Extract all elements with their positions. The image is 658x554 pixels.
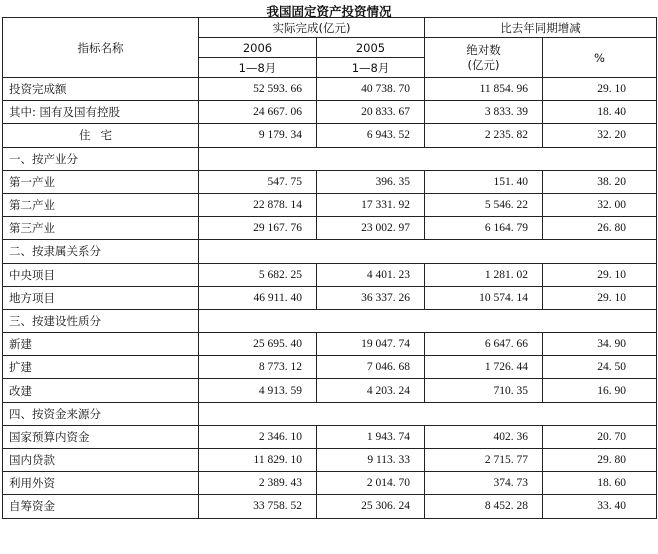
table-row xyxy=(3,193,657,216)
value-absolute: 374. 73 xyxy=(425,472,543,495)
value-2005: 25 306. 24 xyxy=(317,495,425,518)
value-percent: 32. 00 xyxy=(543,193,657,216)
value-percent: 24. 50 xyxy=(543,356,657,379)
value-2005: 40 738. 70 xyxy=(317,78,425,101)
value-percent: 26. 80 xyxy=(543,217,657,240)
table-row xyxy=(3,333,657,356)
value-2005: 1 943. 74 xyxy=(317,425,425,448)
row-label: 第二产业 xyxy=(3,193,199,216)
row-label: 地方项目 xyxy=(3,286,199,309)
value-2005: 396. 35 xyxy=(317,170,425,193)
section-label: 二、按隶属关系分 xyxy=(3,240,199,263)
value-2005: 20 833. 67 xyxy=(317,101,425,124)
value-absolute: 2 235. 82 xyxy=(425,124,543,147)
row-label: 中央项目 xyxy=(3,263,199,286)
value-2005: 6 943. 52 xyxy=(317,124,425,147)
section-row xyxy=(3,147,657,170)
value-absolute: 5 546. 22 xyxy=(425,193,543,216)
value-2006: 25 695. 40 xyxy=(199,333,317,356)
header-actual: 实际完成(亿元) xyxy=(199,18,425,38)
value-percent: 18. 40 xyxy=(543,101,657,124)
section-row xyxy=(3,240,657,263)
value-absolute: 1 281. 02 xyxy=(425,263,543,286)
value-2006: 33 758. 52 xyxy=(199,495,317,518)
header-absolute-text: 绝对数 (亿元) xyxy=(466,42,501,72)
header-percent: % xyxy=(543,38,657,78)
row-label: 扩建 xyxy=(3,356,199,379)
table-row xyxy=(3,78,657,101)
value-absolute: 10 574. 14 xyxy=(425,286,543,309)
value-2005: 36 337. 26 xyxy=(317,286,425,309)
value-absolute: 11 854. 96 xyxy=(425,78,543,101)
value-absolute: 2 715. 77 xyxy=(425,449,543,472)
value-2006: 11 829. 10 xyxy=(199,449,317,472)
section-row xyxy=(3,309,657,332)
section-label: 三、按建设性质分 xyxy=(3,309,199,332)
section-blank xyxy=(199,240,657,263)
value-percent: 16. 90 xyxy=(543,379,657,402)
row-label: 国内贷款 xyxy=(3,449,199,472)
value-percent: 34. 90 xyxy=(543,333,657,356)
table-row xyxy=(3,124,657,147)
value-2005: 23 002. 97 xyxy=(317,217,425,240)
row-label: 国家预算内资金 xyxy=(3,425,199,448)
row-label: 住宅 xyxy=(3,124,199,147)
value-absolute: 710. 35 xyxy=(425,379,543,402)
value-2006: 2 389. 43 xyxy=(199,472,317,495)
value-absolute: 151. 40 xyxy=(425,170,543,193)
value-percent: 32. 20 xyxy=(543,124,657,147)
header-absolute xyxy=(425,38,543,78)
section-label: 四、按资金来源分 xyxy=(3,402,199,425)
value-2006: 2 346. 10 xyxy=(199,425,317,448)
value-percent: 29. 80 xyxy=(543,449,657,472)
table-body xyxy=(3,78,657,519)
header-year-2006: 2006 xyxy=(199,38,317,58)
table-row xyxy=(3,495,657,518)
value-2005: 4 203. 24 xyxy=(317,379,425,402)
value-percent: 33. 40 xyxy=(543,495,657,518)
row-label: 新建 xyxy=(3,333,199,356)
value-2006: 52 593. 66 xyxy=(199,78,317,101)
row-label: 第一产业 xyxy=(3,170,199,193)
table-row xyxy=(3,356,657,379)
row-label: 投资完成额 xyxy=(3,78,199,101)
value-2005: 7 046. 68 xyxy=(317,356,425,379)
value-percent: 38. 20 xyxy=(543,170,657,193)
value-absolute: 1 726. 44 xyxy=(425,356,543,379)
value-2005: 2 014. 70 xyxy=(317,472,425,495)
value-2006: 4 913. 59 xyxy=(199,379,317,402)
row-label: 利用外资 xyxy=(3,472,199,495)
table-row xyxy=(3,472,657,495)
row-label: 其中: 国有及国有控股 xyxy=(3,101,199,124)
header-period-2006: 1—8月 xyxy=(199,58,317,78)
table-row xyxy=(3,217,657,240)
value-absolute: 8 452. 28 xyxy=(425,495,543,518)
table-row xyxy=(3,425,657,448)
value-2006: 5 682. 25 xyxy=(199,263,317,286)
header-indicator: 指标名称 xyxy=(3,18,199,78)
value-2006: 547. 75 xyxy=(199,170,317,193)
value-percent: 29. 10 xyxy=(543,78,657,101)
value-2005: 17 331. 92 xyxy=(317,193,425,216)
header-change: 比去年同期增减 xyxy=(425,18,657,38)
value-absolute: 6 164. 79 xyxy=(425,217,543,240)
section-row xyxy=(3,402,657,425)
value-2006: 46 911. 40 xyxy=(199,286,317,309)
value-2006: 24 667. 06 xyxy=(199,101,317,124)
value-2006: 8 773. 12 xyxy=(199,356,317,379)
section-label: 一、按产业分 xyxy=(3,147,199,170)
value-2006: 22 878. 14 xyxy=(199,193,317,216)
section-blank xyxy=(199,402,657,425)
value-2005: 4 401. 23 xyxy=(317,263,425,286)
value-absolute: 402. 36 xyxy=(425,425,543,448)
value-percent: 29. 10 xyxy=(543,263,657,286)
table-row xyxy=(3,286,657,309)
row-label: 第三产业 xyxy=(3,217,199,240)
value-absolute: 6 647. 66 xyxy=(425,333,543,356)
value-2005: 19 047. 74 xyxy=(317,333,425,356)
section-blank xyxy=(199,309,657,332)
table-row xyxy=(3,101,657,124)
value-2006: 29 167. 76 xyxy=(199,217,317,240)
value-percent: 20. 70 xyxy=(543,425,657,448)
table-row xyxy=(3,263,657,286)
row-label: 自筹资金 xyxy=(3,495,199,518)
table-row xyxy=(3,170,657,193)
table-row xyxy=(3,449,657,472)
row-label: 改建 xyxy=(3,379,199,402)
table-title: 我国固定资产投资情况 xyxy=(266,4,392,19)
table-row xyxy=(3,379,657,402)
section-blank xyxy=(199,147,657,170)
value-2005: 9 113. 33 xyxy=(317,449,425,472)
header-period-2005: 1—8月 xyxy=(317,58,425,78)
header-year-2005: 2005 xyxy=(317,38,425,58)
value-absolute: 3 833. 39 xyxy=(425,101,543,124)
value-2006: 9 179. 34 xyxy=(199,124,317,147)
value-percent: 18. 60 xyxy=(543,472,657,495)
value-percent: 29. 10 xyxy=(543,286,657,309)
investment-table xyxy=(2,17,657,519)
